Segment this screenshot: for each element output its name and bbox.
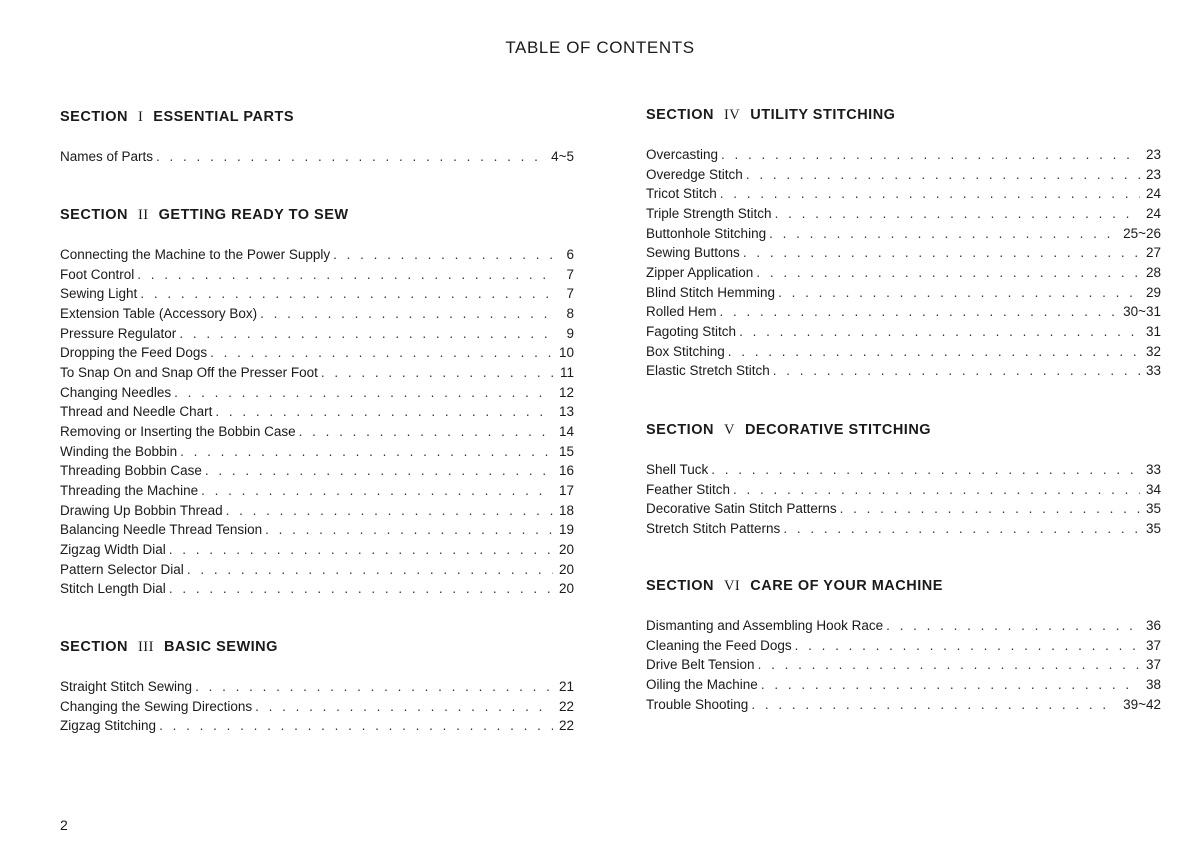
section-numeral: III [137,639,154,655]
entry-page: 29 [1145,284,1161,300]
entry-page: 12 [558,384,574,400]
entry-title: Drive Belt Tension [646,657,755,673]
page-number: 2 [60,817,68,833]
dot-leader [773,361,1140,381]
entry-page: 22 [558,698,574,714]
dot-leader [733,480,1140,500]
dot-leader [756,263,1140,283]
dot-leader [886,616,1140,636]
toc-entry[interactable] [646,519,1161,539]
dot-leader [333,245,554,265]
entry-title: Dismanting and Assembling Hook Race [646,618,884,633]
entry-page: 22 [558,718,574,734]
toc-entry[interactable] [60,324,574,344]
entry-title: Extension Table (Accessory Box) [60,305,258,321]
entry-title: Overedge Stitch [646,166,743,182]
entry-page: 16 [558,463,574,479]
section-label: SECTION [60,207,128,223]
entry-title: Shell Tuck [646,462,709,477]
section-heading [60,107,574,127]
entry-page: 24 [1145,186,1161,202]
entry-title: Threading the Machine [60,482,199,498]
toc-entry[interactable] [60,383,574,403]
entry-page: 13 [558,404,574,420]
toc-entry[interactable] [60,716,574,736]
section-heading [60,205,574,225]
page-title: TABLE OF CONTENTS [505,38,695,57]
entry-page: 14 [558,423,574,439]
toc-entry[interactable] [646,342,1161,362]
section-name: BASIC SEWING [163,639,278,655]
entry-title: Threading Bobbin Case [60,463,202,479]
entry-title: Decorative Satin Stitch Patterns [646,501,837,517]
entry-page: 11 [559,364,574,380]
section-basic-sewing [60,637,574,736]
dot-leader [299,422,553,442]
entry-title: Connecting the Machine to the Power Supply [60,247,331,262]
entry-page: 17 [558,482,574,498]
dot-leader [769,224,1117,244]
toc-entry[interactable] [60,579,574,599]
dot-leader [260,304,554,324]
dot-leader [321,363,554,383]
entry-title: Cleaning the Feed Dogs [646,637,792,653]
dot-leader [775,204,1140,224]
dot-leader [179,324,554,344]
toc-entry[interactable] [646,361,1161,381]
dot-leader [201,481,553,501]
toc-entry[interactable] [60,363,574,383]
entry-title: Oiling the Machine [646,676,758,692]
entry-page: 20 [558,581,574,597]
dot-leader [739,322,1140,342]
toc-entry[interactable] [646,145,1161,165]
entry-title: To Snap On and Snap Off the Presser Foot [60,364,318,380]
entry-title: Pattern Selector Dial [60,561,184,577]
section-heading [60,637,574,657]
dot-leader [758,655,1140,675]
entry-page: 8 [566,305,574,321]
entry-page: 27 [1145,245,1161,261]
section-care-of-your-machine [646,576,1161,714]
entry-title: Dropping the Feed Dogs [60,345,208,361]
section-utility-stitching [646,105,1161,381]
entry-title: Elastic Stretch Stitch [646,363,770,379]
section-name: CARE OF YOUR MACHINE [750,578,943,594]
toc-entry[interactable] [646,695,1161,715]
entry-title: Sewing Buttons [646,245,740,261]
section-heading [646,105,1161,125]
toc-entry[interactable] [60,540,574,560]
entry-title: Fagoting Stitch [646,323,737,339]
entry-title: Rolled Hem [646,304,717,320]
dot-leader [210,343,553,363]
entry-title: Triple Strength Stitch [646,205,772,221]
entry-page: 31 [1145,323,1161,339]
entry-title: Straight Stitch Sewing [60,679,193,694]
dot-leader [255,697,553,717]
entry-title: Zigzag Width Dial [60,541,166,557]
toc-entry[interactable] [646,480,1161,500]
section-heading [646,420,1161,440]
entry-page: 36 [1145,618,1161,633]
toc-entry[interactable] [60,147,574,167]
entry-page: 28 [1145,264,1161,280]
entry-page: 4~5 [551,149,574,164]
entry-title: Changing the Sewing Directions [60,698,253,714]
toc-entry[interactable] [646,224,1161,244]
entry-title: Balancing Needle Thread Tension [60,522,263,538]
entry-title: Winding the Bobbin [60,443,178,459]
entry-title: Removing or Inserting the Bobbin Case [60,423,296,439]
section-numeral: IV [723,107,741,123]
toc-entry[interactable] [60,442,574,462]
section-name: GETTING READY TO SEW [158,207,349,223]
toc-entry[interactable] [60,697,574,717]
section-label: SECTION [646,422,714,438]
entry-page: 15 [558,443,574,459]
entry-page: 30~31 [1123,304,1161,320]
dot-leader [721,145,1140,165]
dot-leader [778,283,1140,303]
toc-entry[interactable] [60,481,574,501]
dot-leader [728,342,1140,362]
dot-leader [746,165,1140,185]
toc-entry[interactable] [646,655,1161,675]
toc-entry[interactable] [60,265,574,285]
entry-title: Box Stitching [646,343,725,359]
toc-entry[interactable] [646,302,1161,322]
entry-title: Overcasting [646,147,719,162]
entry-title: Tricot Stitch [646,186,717,202]
dot-leader [205,461,553,481]
toc-entry[interactable] [60,501,574,521]
entry-page: 39~42 [1123,696,1161,712]
entry-page: 33 [1145,363,1161,379]
entry-page: 7 [566,266,574,282]
entry-page: 20 [558,561,574,577]
toc-entry[interactable] [60,245,574,265]
entry-title: Trouble Shooting [646,696,749,712]
section-label: SECTION [646,578,714,594]
dot-leader [720,302,1118,322]
entry-page: 32 [1145,343,1161,359]
dot-leader [187,560,553,580]
entry-page: 23 [1145,147,1161,162]
entry-page: 9 [566,325,574,341]
entry-title: Zigzag Stitching [60,718,157,734]
section-numeral: II [137,207,149,223]
dot-leader [169,540,553,560]
section-label: SECTION [60,109,128,125]
toc-entry[interactable] [646,636,1161,656]
section-label: SECTION [646,107,714,123]
toc-entry[interactable] [60,402,574,422]
toc-entry[interactable] [60,560,574,580]
toc-entry[interactable] [646,675,1161,695]
entry-page: 37 [1145,657,1161,673]
dot-leader [156,147,545,167]
section-name: ESSENTIAL PARTS [153,109,295,125]
toc-entry[interactable] [60,422,574,442]
dot-leader [751,695,1117,715]
entry-title: Stitch Length Dial [60,581,166,597]
toc-entry[interactable] [646,616,1161,636]
dot-leader [195,677,553,697]
dot-leader [761,675,1140,695]
dot-leader [159,716,553,736]
dot-leader [169,579,553,599]
toc-entry[interactable] [60,343,574,363]
toc-entry[interactable] [646,322,1161,342]
section-numeral: VI [723,578,741,594]
entry-title: Thread and Needle Chart [60,404,213,420]
entry-title: Pressure Regulator [60,325,177,341]
dot-leader [174,383,553,403]
toc-entry[interactable] [60,461,574,481]
dot-leader [215,402,553,422]
entry-title: Blind Stitch Hemming [646,284,776,300]
entry-page: 35 [1145,501,1161,517]
entry-title: Drawing Up Bobbin Thread [60,502,223,518]
entry-page: 6 [566,247,574,262]
entry-page: 21 [558,679,574,694]
entry-page: 20 [558,541,574,557]
entry-page: 33 [1145,462,1161,477]
dot-leader [140,284,554,304]
section-decorative-stitching [646,420,1161,539]
toc-entry[interactable] [646,204,1161,224]
toc-entry[interactable] [60,284,574,304]
entry-page: 10 [558,345,574,361]
section-essential-parts [60,107,574,167]
toc-entry[interactable] [60,304,574,324]
toc-entry[interactable] [646,499,1161,519]
entry-title: Feather Stitch [646,481,731,497]
entry-title: Changing Needles [60,384,172,400]
entry-page: 7 [566,286,574,302]
entry-page: 23 [1145,166,1161,182]
section-numeral: V [723,422,735,438]
entry-title: Zipper Application [646,264,754,280]
dot-leader [720,184,1140,204]
dot-leader [743,243,1140,263]
dot-leader [180,442,553,462]
entry-page: 24 [1145,205,1161,221]
section-numeral: I [137,109,144,125]
section-name: DECORATIVE STITCHING [744,422,932,438]
section-heading [646,576,1161,596]
entry-page: 18 [558,502,574,518]
entry-title: Sewing Light [60,286,138,302]
toc-entry[interactable] [646,184,1161,204]
toc-entry[interactable] [646,243,1161,263]
entry-page: 34 [1145,481,1161,497]
entry-title: Foot Control [60,266,135,282]
toc-entry[interactable] [646,460,1161,480]
dot-leader [711,460,1140,480]
section-name: UTILITY STITCHING [750,107,896,123]
toc-entry[interactable] [646,165,1161,185]
entry-page: 19 [558,522,574,538]
dot-leader [226,501,553,521]
dot-leader [137,265,554,285]
toc-entry[interactable] [60,677,574,697]
dot-leader [265,520,553,540]
dot-leader [840,499,1140,519]
entry-page: 38 [1145,676,1161,692]
dot-leader [783,519,1140,539]
toc-entry[interactable] [60,520,574,540]
toc-entry[interactable] [646,283,1161,303]
dot-leader [795,636,1140,656]
toc-entry[interactable] [646,263,1161,283]
entry-page: 35 [1145,520,1161,536]
entry-title: Buttonhole Stitching [646,225,767,241]
entry-page: 37 [1145,637,1161,653]
section-getting-ready-to-sew [60,205,574,599]
section-label: SECTION [60,639,128,655]
entry-title: Names of Parts [60,149,154,164]
entry-page: 25~26 [1123,225,1161,241]
entry-title: Stretch Stitch Patterns [646,520,781,536]
